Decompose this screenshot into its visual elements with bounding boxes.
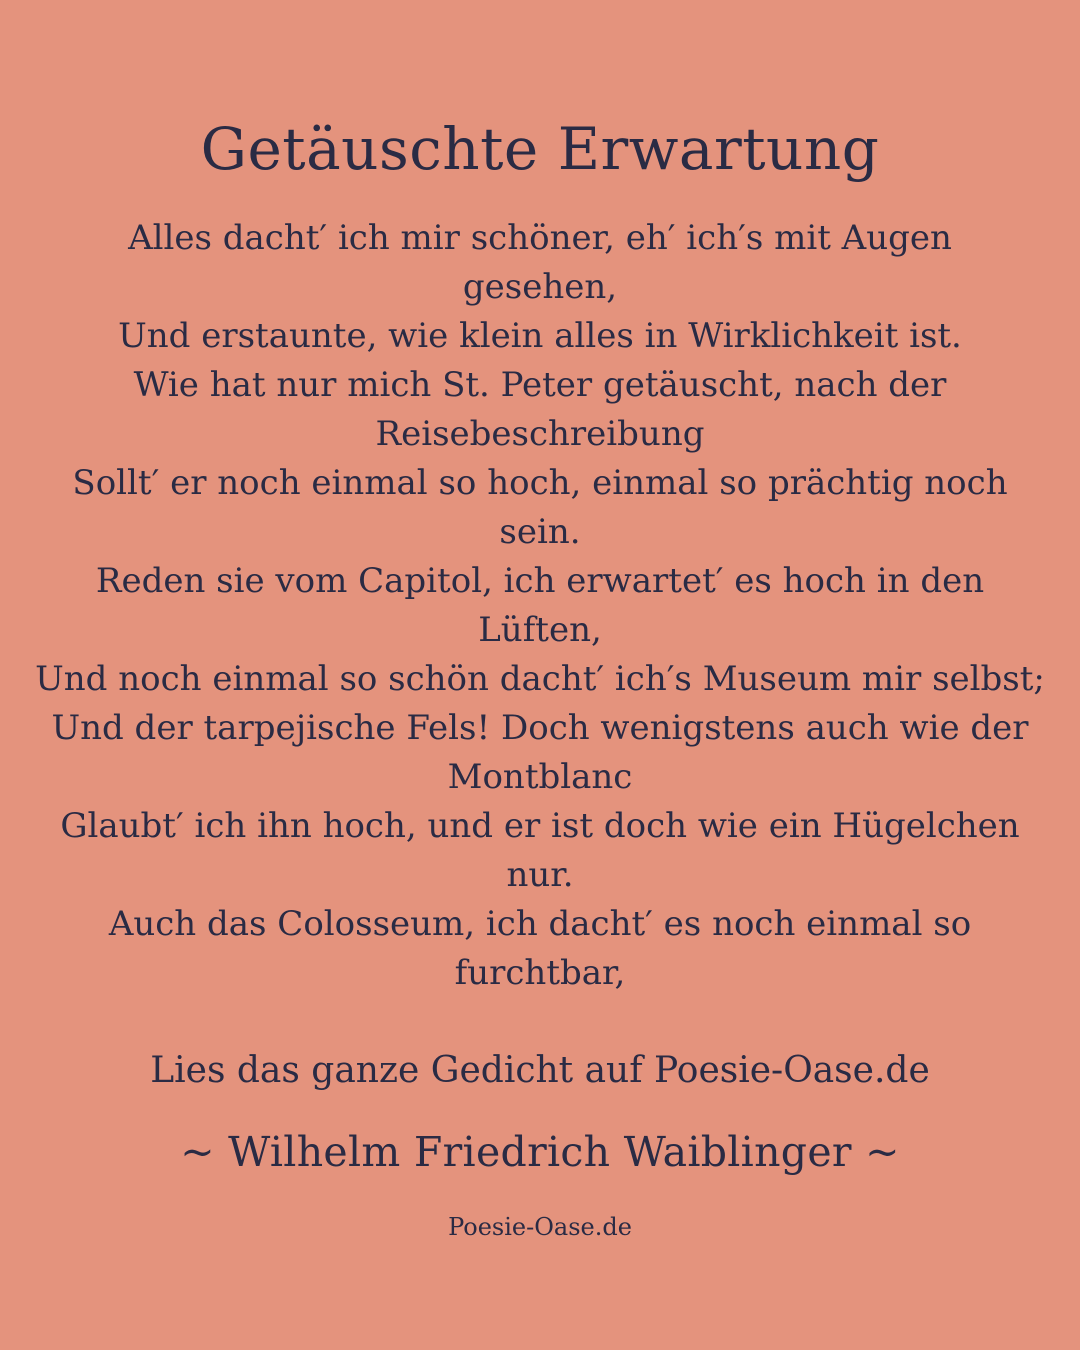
poem-line: Sollt′ er noch einmal so hoch, einmal so prächtig noch [72,463,1008,503]
poem-line: gesehen, [462,267,618,307]
site-watermark: Poesie-Oase.de [448,1213,632,1241]
poem-line: Und erstaunte, wie klein alles in Wirklichkeit ist. [118,316,962,356]
poem-line: Glaubt′ ich ihn hoch, und er ist doch wie ein Hügelchen [60,806,1020,846]
poem-line: Reisebeschreibung [375,414,705,454]
read-full-poem-text: Lies das ganze Gedicht auf Poesie-Oase.de [150,1050,930,1091]
poem-line: Und noch einmal so schön dacht′ ich′s Museum mir selbst; [35,659,1045,699]
poem-line: Montblanc [447,757,633,797]
poem-line: sein. [499,512,581,552]
poem-line: nur. [506,855,574,895]
poem-author: ~ Wilhelm Friedrich Waiblinger ~ [180,1128,900,1176]
poem-line: furchtbar, [454,953,626,993]
poem-line: Lüften, [478,610,602,650]
poem-line: Reden sie vom Capitol, ich erwartet′ es hoch in den [95,561,985,601]
poem-line: Alles dacht′ ich mir schöner, eh′ ich′s mit Augen [128,218,952,258]
poem-line: Und der tarpejische Fels! Doch wenigstens auch wie der [51,708,1029,748]
poem-line: Auch das Colosseum, ich dacht′ es noch einmal so [108,904,972,944]
poem-body [0,214,1080,998]
poem-title: Getäuschte Erwartung [200,115,880,183]
poem-line: Wie hat nur mich St. Peter getäuscht, nach der [133,365,947,405]
